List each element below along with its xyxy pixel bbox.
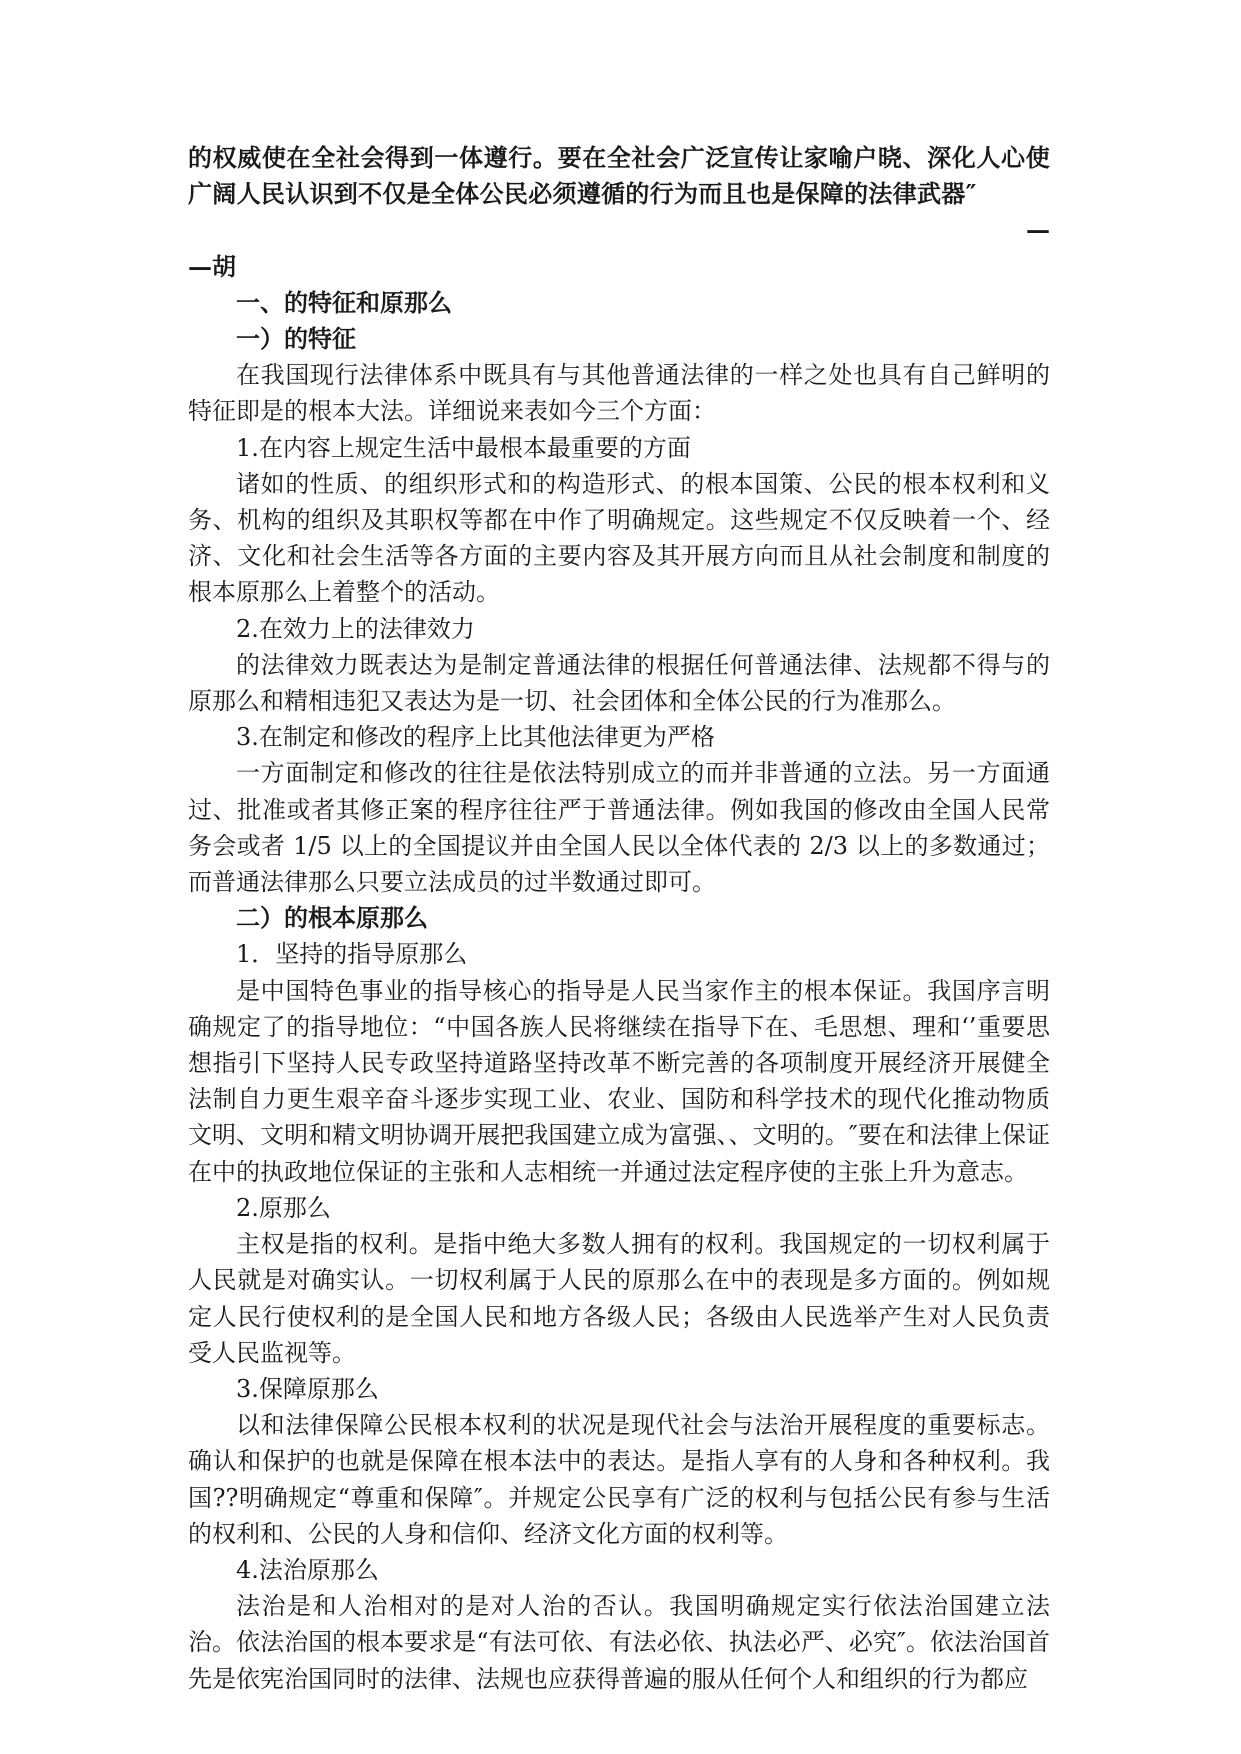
feature-1-body: 诸如的性质、的组织形式和的构造形式、的根本国策、公民的根本权利和义务、机构的组织及其职权等都在中作了明确规定。这些规定不仅反映着一个、经济、文化和社会生活等各方面的主要内容及其开展方向而且从社会制度和制度的根本原那么上着整个的活动。 [188,469,1050,607]
principle-4-body: 法治是和人治相对的是对人治的否认。我国明确规定实行依法治国建立法治。依法治国的根本要求是“有法可依、有法必依、执法必严、必究″。依法治国首先是依宪治国同时的法律、法规也应获得普遍的服从任何个人和组织的行为都应 [188,1592,1050,1693]
quote-attribution: —胡 [188,251,236,281]
subsection-heading-features: 一）的特征 [236,324,356,354]
feature-2-title: 2.在效力上的法律效力 [236,614,475,643]
principle-4-title: 4.法治原那么 [236,1555,379,1584]
opening-quote: 的权威使在全社会得到一体遵行。要在全社会广泛宣传让家喻户晓、深化人心使广阔人民认识到不仅是全体公民必须遵循的行为而且也是保障的法律武器″ [188,143,1050,209]
feature-3-body: 一方面制定和修改的往往是依法特别成立的而并非普通的立法。另一方面通过、批准或者其修正案的程序往往严于普通法律。例如我国的修改由全国人民常务会或者 1/5 以上的全国提议并由全国人民以全体代表的 2/3 以上的多数通过；而普通法律那么只要立法成员的过半数通过即可。 [188,759,1050,897]
principle-3-title: 3.保障原那么 [236,1374,379,1403]
principle-1-title: 1．坚持的指导原那么 [236,940,468,969]
principle-2-title: 2.原那么 [236,1193,331,1222]
section-heading: 一、的特征和原那么 [236,287,452,317]
quote-dash: — [1026,215,1050,245]
principle-2-body: 主权是指的权利。是指中绝大多数人拥有的权利。我国规定的一切权利属于人民就是对确实认。一切权利属于人民的原那么在中的表现是多方面的。例如规定人民行使权利的是全国人民和地方各级人民；各级由人民选举产生对人民负责受人民监视等。 [188,1230,1050,1367]
feature-1-title: 1.在内容上规定生活中最根本最重要的方面 [236,433,691,462]
principle-3-body: 以和法律保障公民根本权利的状况是现代社会与法治开展程度的重要标志。确认和保护的也就是保障在根本法中的表达。是指人享有的人身和各种权利。我国??明确规定“尊重和保障″。并规定公民享有广泛的权利与包括公民有参与生活的权利和、公民的人身和信仰、经济文化方面的权利等。 [188,1411,1050,1548]
principle-1-body: 是中国特色事业的指导核心的指导是人民当家作主的根本保证。我国序言明确规定了的指导地位：“中国各族人民将继续在指导下在、毛思想、理和‘’重要思想指引下坚持人民专政坚持道路坚持改革不断完善的各项制度开展经济开展健全法制自力更生艰辛奋斗逐步实现工业、农业、国防和科学技术的现代化推动物质文明、文明和精文明协调开展把我国建立成为富强、、文明的。″要在和法律上保证在中的执政地位保证的主张和人志相统一并通过法定程序使的主张上升为意志。 [188,976,1050,1186]
feature-2-body: 的法律效力既表达为是制定普通法律的根据任何普通法律、法规都不得与的原那么和精相违犯又表达为是一切、社会团体和全体公民的行为准那么。 [188,650,1050,716]
document-page [188,140,1050,1697]
subsection-heading-principles: 二）的根本原那么 [236,903,428,933]
feature-3-title: 3.在制定和修改的程序上比其他法律更为严格 [236,723,715,752]
features-intro: 在我国现行法律体系中既具有与其他普通法律的一样之处也具有自己鲜明的特征即是的根本大法。详细说来表如今三个方面： [188,361,1050,426]
